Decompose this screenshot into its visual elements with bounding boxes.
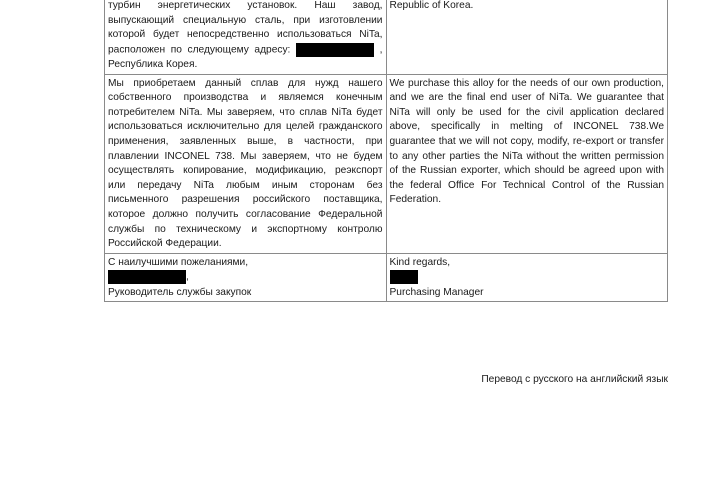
ru-guarantee-text: Мы приобретаем данный сплав для нужд нашего собственного производства и являемся конечным потребителем NiTa. Мы заверяем, что сплав NiTa будет использоваться исключительно для целей гражданского применения, заявленных выше, в частности, при плавлении INCONEL 738. Мы заверяем, что не будем осуществлять копирование, модификацию, реэкспорт или передачу NiTa любым иным сторонам без письменного разрешения российского поставщика, которое должно получить согласование Федеральной службы по техническому и экспортному контролю Российской Федерации. bbox=[108, 77, 383, 250]
ru-cell-guarantee bbox=[105, 74, 387, 253]
bilingual-letter-table bbox=[104, 0, 668, 302]
table-row-signature bbox=[105, 253, 668, 301]
en-cell-signature bbox=[386, 253, 668, 301]
ru-closing: С наилучшими пожеланиями, bbox=[108, 256, 249, 268]
ru-address-text: турбин энергетических установок. Наш завод, выпускающий специальную сталь, при изготовлении которой будет непосредственно использоваться NiTa, расположен по следующему адресу: bbox=[108, 0, 383, 56]
en-guarantee-text: We purchase this alloy for the needs of our own production, and we are the final end user of NiTa. We guarantee that NiTa will only be used for the civil application declared above, specifically in melting of INCONEL 738.We guarantee that we will not copy, modify, re-export or transfer to any other parties the NiTa without the written permission of the Russian exporter, which should be agreed upon with the federal Office For Technical Control of the Russian Federation. bbox=[389, 77, 664, 206]
en-signer-title: Purchasing Manager bbox=[389, 286, 484, 298]
table-row-guarantee bbox=[105, 74, 668, 253]
en-closing: Kind regards, bbox=[389, 256, 451, 268]
ru-cell-address bbox=[105, 0, 387, 74]
en-address-text: Republic of Korea. bbox=[389, 0, 474, 11]
redacted-name-ru bbox=[108, 270, 186, 284]
en-cell-guarantee bbox=[386, 74, 668, 253]
ru-signer-title: Руководитель службы закупок bbox=[108, 286, 252, 298]
en-cell-address bbox=[386, 0, 668, 74]
ru-comma: , bbox=[186, 272, 189, 284]
table-row-address bbox=[105, 0, 668, 74]
ru-address-country: , Республика Корея. bbox=[108, 44, 383, 71]
ru-cell-signature bbox=[105, 253, 387, 301]
redacted-name-en bbox=[390, 270, 418, 284]
redacted-address bbox=[296, 43, 374, 57]
translation-note: Перевод с русского на английский язык bbox=[481, 374, 668, 385]
